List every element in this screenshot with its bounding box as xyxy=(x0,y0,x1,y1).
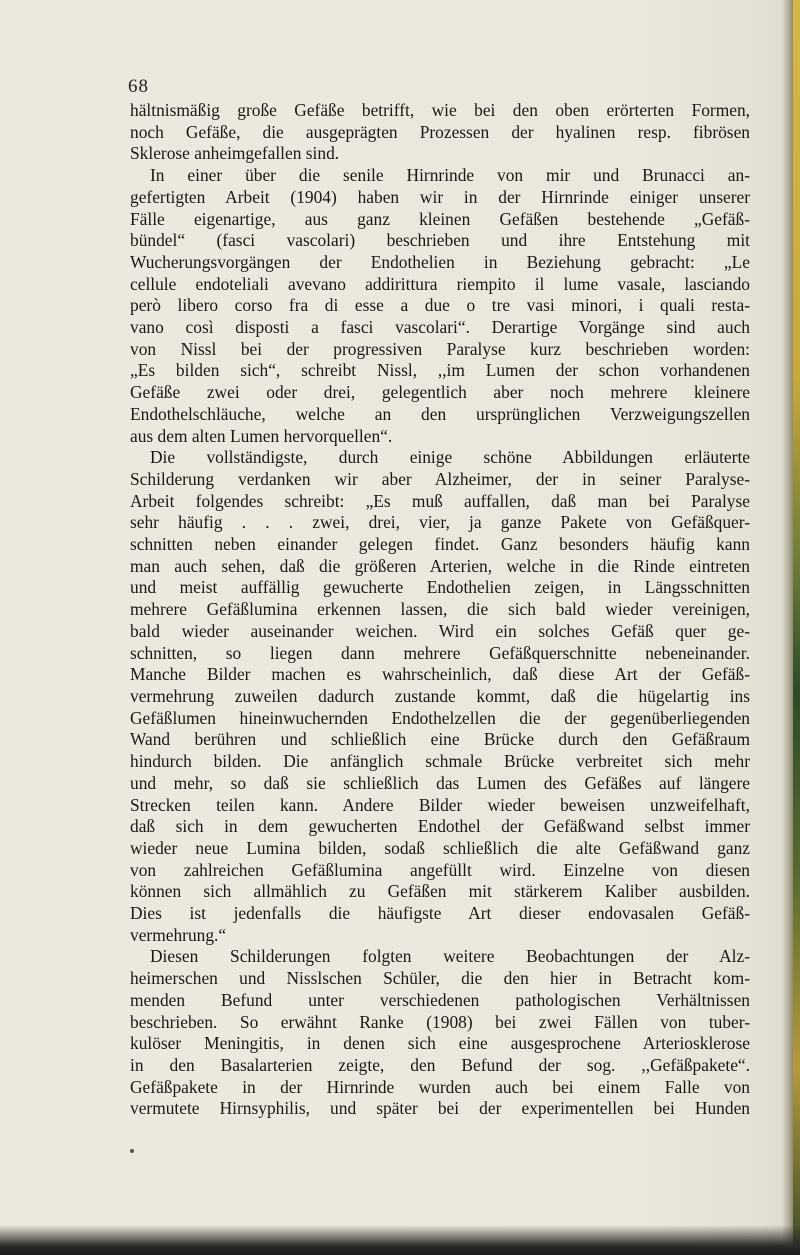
text-line: cellule endoteliali avevano addirittura riempito il lume vasale, lasciando xyxy=(130,273,750,294)
text-line: hindurch bilden. Die anfänglich schmale Brücke verbreitet sich mehr xyxy=(130,751,750,772)
text-line: Sklerose anheimgefallen sind. xyxy=(130,143,340,164)
text-line: Strecken teilen kann. Andere Bilder wieder beweisen unzweifelhaft, xyxy=(130,794,750,815)
text-line: menden Befund unter verschiedenen pathologischen Verhältnissen xyxy=(130,989,750,1010)
text-line: Diesen Schilderungen folgten weitere Beobachtungen der Alz- xyxy=(150,946,750,967)
text-line: heimerschen und Nisslschen Schüler, die den hier in Betracht kom- xyxy=(130,968,750,989)
text-line: vermehrung zuweilen dadurch zustande kommt, daß die hügelartig ins xyxy=(130,685,750,706)
text-line: können sich allmählich zu Gefäßen mit stärkerem Kaliber ausbilden. xyxy=(130,881,750,902)
text-line: vermutete Hirnsyphilis, und später bei der experimentellen bei Hunden xyxy=(130,1098,750,1119)
text-line: und meist auffällig gewucherte Endothelien zeigen, in Längsschnitten xyxy=(130,577,750,598)
text-line: Die vollständigste, durch einige schöne Abbildungen erläuterte xyxy=(150,447,750,468)
text-line: schnitten neben einander gelegen findet. Ganz besonders häufig kann xyxy=(130,534,750,555)
text-line: aus dem alten Lumen hervorquellen“. xyxy=(130,425,393,446)
binding-edge xyxy=(793,0,800,1255)
text-line: sehr häufig . . . zwei, drei, vier, ja ganze Pakete von Gefäßquer- xyxy=(130,512,750,533)
text-line: wieder neue Lumina bilden, sodaß schließlich die alte Gefäßwand ganz xyxy=(130,837,750,858)
text-line: Arbeit folgendes schreibt: „Es muß auffallen, daß man bei Paralyse xyxy=(130,490,750,511)
text-line: gefertigten Arbeit (1904) haben wir in der Hirnrinde einiger unserer xyxy=(130,186,750,207)
text-line: Wand berühren und schließlich eine Brücke durch den Gefäßraum xyxy=(130,729,750,750)
text-line: In einer über die senile Hirnrinde von mir und Brunacci an- xyxy=(150,165,750,186)
text-line: schnitten, so liegen dann mehrere Gefäßquerschnitte nebeneinander. xyxy=(130,642,750,663)
text-line: però libero corso fra di esse a due o tre vasi minori, i quali resta- xyxy=(130,295,750,316)
text-line: Endothelschläuche, welche an den ursprünglichen Verzweigungszellen xyxy=(130,403,750,424)
text-line: hältnismäßig große Gefäße betrifft, wie bei den oben erörterten Formen, xyxy=(130,100,750,120)
text-line: noch Gefäße, die ausgeprägten Prozessen der hyalinen resp. fibrösen xyxy=(130,121,750,142)
text-line: Gefäßlumen hineinwuchernden Endothelzellen die der gegenüberliegenden xyxy=(130,707,750,728)
text-line: Manche Bilder machen es wahrscheinlich, daß diese Art der Gefäß- xyxy=(130,664,750,685)
page-number: 68 xyxy=(128,76,149,97)
text-line: vermehrung.“ xyxy=(130,924,227,945)
scan-bottom-edge xyxy=(0,1225,800,1255)
text-line: Wucherungsvorgängen der Endothelien in Beziehung gebracht: „Le xyxy=(130,251,750,272)
text-line: von zahlreichen Gefäßlumina angefüllt wird. Einzelne von diesen xyxy=(130,859,750,880)
text-line: bald wieder auseinander weichen. Wird ein solches Gefäß quer ge- xyxy=(130,620,750,641)
text-line: man auch sehen, daß die größeren Arterien, welche in die Rinde eintreten xyxy=(130,555,750,576)
text-line: Fälle eigenartige, aus ganz kleinen Gefäßen bestehende „Gefäß- xyxy=(130,208,750,229)
text-line: Schilderung verdanken wir aber Alzheimer, der in seiner Paralyse- xyxy=(130,468,750,489)
text-line: vano così disposti a fasci vascolari“. Derartige Vorgänge sind auch xyxy=(130,317,750,338)
text-line: kulöser Meningitis, in denen sich eine ausgesprochene Arteriosklerose xyxy=(130,1033,750,1054)
text-line: „Es bilden sich“, schreibt Nissl, ,,im Lumen der schon vorhandenen xyxy=(130,360,750,381)
text-line: daß sich in dem gewucherten Endothel der Gefäßwand selbst immer xyxy=(130,816,750,837)
text-line: mehrere Gefäßlumina erkennen lassen, die sich bald wieder vereinigen, xyxy=(130,599,750,620)
text-line: in den Basalarterien zeigte, den Befund der sog. ,,Gefäßpakete“. xyxy=(130,1054,750,1075)
text-line: Gefäße zwei oder drei, gelegentlich aber noch mehrere kleinere xyxy=(130,382,750,403)
text-line: Gefäßpakete in der Hirnrinde wurden auch bei einem Falle von xyxy=(130,1076,750,1097)
text-line: bündel“ (fasci vascolari) beschrieben und ihre Entstehung mit xyxy=(130,230,750,251)
text-line: und mehr, so daß sie schließlich das Lumen des Gefäßes auf längere xyxy=(130,772,750,793)
print-speck xyxy=(130,1149,134,1153)
body-text xyxy=(130,100,750,1120)
text-line: beschrieben. So erwähnt Ranke (1908) bei zwei Fällen von tuber- xyxy=(130,1011,750,1032)
text-line: Dies ist jedenfalls die häufigste Art dieser endovasalen Gefäß- xyxy=(130,903,750,924)
text-line: von Nissl bei der progressiven Paralyse kurz beschrieben worden: xyxy=(130,338,750,359)
